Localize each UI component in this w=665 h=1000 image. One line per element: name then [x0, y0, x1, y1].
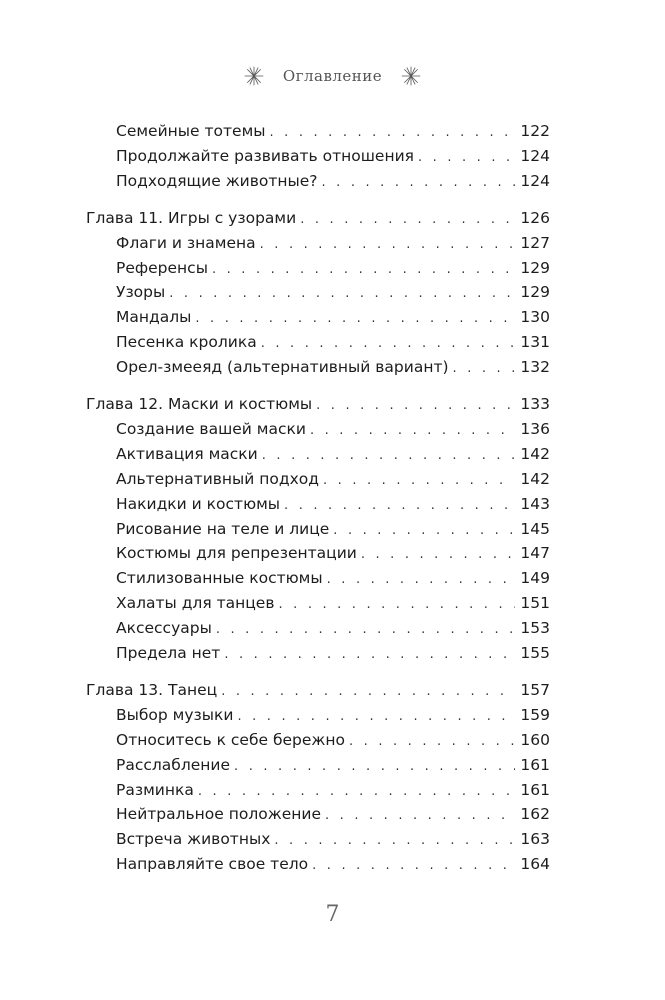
dot-leader [361, 542, 515, 567]
dot-leader [316, 393, 515, 418]
entry-page-number: 132 [520, 358, 550, 377]
entry-page-number: 161 [520, 755, 550, 774]
entry-title: Узоры [116, 283, 166, 302]
entry-page-number: 126 [520, 208, 550, 227]
dot-leader [274, 828, 515, 853]
dot-leader [349, 729, 515, 754]
entry-title: Семейные тотемы [116, 122, 266, 140]
entry-page-number: 157 [520, 680, 550, 699]
dot-leader [260, 232, 515, 257]
toc-header [0, 66, 665, 86]
dot-leader [323, 468, 515, 493]
entry-page-number: 159 [520, 705, 550, 724]
dot-leader [169, 281, 515, 306]
dot-leader [310, 418, 515, 443]
entry-page-number: 122 [520, 122, 550, 140]
dot-leader [234, 754, 515, 779]
right-sparkle-icon [401, 66, 421, 86]
toc-entry-row[interactable] [116, 641, 550, 666]
entry-title: Рисование на теле и лице [116, 519, 330, 538]
entry-page-number: 151 [520, 594, 550, 613]
toc-chapter-row[interactable] [86, 678, 550, 703]
entry-title: Флаги и знамена [116, 233, 256, 252]
toc-entry-row[interactable] [116, 169, 550, 194]
chapter-title: Глава 11. Игры с узорами [86, 208, 297, 227]
entry-page-number: 163 [520, 830, 550, 849]
entry-page-number: 142 [520, 469, 550, 488]
dot-leader [224, 642, 515, 667]
entry-page-number: 147 [520, 544, 550, 563]
toc-entry-row[interactable] [116, 119, 550, 144]
toc-entry-row[interactable] [116, 305, 550, 330]
entry-title: Нейтральное положение [116, 805, 322, 824]
entry-title: Аксессуары [116, 619, 212, 638]
entry-title: Направляйте свое тело [116, 855, 309, 874]
entry-page-number: 129 [520, 258, 550, 277]
toc-entry-row[interactable] [116, 355, 550, 380]
entry-page-number: 160 [520, 730, 550, 749]
entry-title: Предела нет [116, 644, 221, 662]
dot-leader [270, 120, 515, 145]
toc-entry-row[interactable] [116, 753, 550, 778]
entry-title: Создание вашей маски [116, 419, 306, 438]
entry-page-number: 164 [520, 855, 550, 874]
toc-entry-row[interactable] [116, 280, 550, 305]
entry-page-number: 143 [520, 494, 550, 513]
entry-page-number: 142 [520, 444, 550, 463]
toc-entry-row[interactable] [116, 802, 550, 827]
dot-leader [198, 779, 515, 804]
toc-entry-row[interactable] [116, 591, 550, 616]
entry-page-number: 149 [520, 569, 550, 588]
dot-leader [453, 356, 515, 381]
dot-leader [212, 257, 515, 282]
entry-title: Подходящие животные? [116, 171, 318, 190]
toc-entry-row[interactable] [116, 703, 550, 728]
toc-entry-row[interactable] [116, 778, 550, 803]
entry-title: Халаты для танцев [116, 594, 275, 613]
dot-leader [322, 170, 515, 195]
dot-leader [237, 704, 515, 729]
entry-title: Мандалы [116, 308, 192, 327]
toc-entry-row[interactable] [116, 144, 550, 169]
dot-leader [327, 567, 515, 592]
entry-title: Песенка кролика [116, 333, 257, 352]
entry-page-number: 130 [520, 308, 550, 327]
toc-title: Оглавление [282, 67, 383, 85]
dot-leader [325, 803, 515, 828]
toc-entry-row[interactable] [116, 442, 550, 467]
toc-entry-row[interactable] [116, 231, 550, 256]
entry-page-number: 124 [520, 171, 550, 190]
page-number: 7 [325, 902, 340, 927]
toc-entry-row[interactable] [116, 728, 550, 753]
dot-leader [216, 617, 515, 642]
dot-leader [418, 145, 515, 170]
entry-title: Накидки и костюмы [116, 494, 281, 513]
entry-page-number: 133 [520, 395, 550, 413]
entry-title: Костюмы для репрезентации [116, 544, 357, 563]
entry-page-number: 145 [520, 519, 550, 538]
chapter-title: Глава 12. Маски и костюмы [86, 395, 313, 413]
dot-leader [312, 853, 515, 878]
entry-page-number: 136 [520, 419, 550, 438]
toc-entry-row[interactable] [116, 417, 550, 442]
dot-leader [262, 443, 515, 468]
toc-entry-row[interactable] [116, 330, 550, 355]
entry-page-number: 155 [520, 644, 550, 662]
toc-entry-row[interactable] [116, 541, 550, 566]
entry-page-number: 162 [520, 805, 550, 824]
left-sparkle-icon [244, 66, 264, 86]
entry-page-number: 153 [520, 619, 550, 638]
entry-page-number: 161 [520, 780, 550, 799]
entry-title: Орел-змееяд (альтернативный вариант) [116, 358, 449, 377]
chapter-title: Глава 13. Танец [86, 680, 218, 699]
entry-title: Встреча животных [116, 830, 271, 849]
entry-title: Разминка [116, 780, 194, 799]
toc-chapter-row[interactable] [86, 392, 550, 417]
dot-leader [333, 518, 515, 543]
toc-entry-row[interactable] [116, 616, 550, 641]
dot-leader [261, 331, 515, 356]
toc-entry-row[interactable] [116, 467, 550, 492]
toc-entry-row[interactable] [116, 566, 550, 591]
entry-title: Альтернативный подход [116, 469, 319, 488]
dot-leader [278, 592, 515, 617]
toc-entry-row[interactable] [116, 517, 550, 542]
entry-page-number: 127 [520, 233, 550, 252]
toc-entry-row[interactable] [116, 256, 550, 281]
dot-leader [300, 207, 515, 232]
entry-title: Стилизованные костюмы [116, 569, 323, 588]
toc-entry-row[interactable] [116, 492, 550, 517]
entry-title: Референсы [116, 258, 208, 277]
entry-title: Относитесь к себе бережно [116, 730, 346, 749]
entry-title: Расслабление [116, 755, 231, 774]
entry-page-number: 124 [520, 146, 550, 165]
entry-page-number: 131 [520, 333, 550, 352]
dot-leader [195, 306, 515, 331]
entry-title: Выбор музыки [116, 705, 234, 724]
toc-chapter-row[interactable] [86, 206, 550, 231]
dot-leader [221, 679, 515, 704]
entry-title: Активация маски [116, 444, 258, 463]
entry-page-number: 129 [520, 283, 550, 302]
dot-leader [284, 493, 515, 518]
toc-entry-row[interactable] [116, 827, 550, 852]
toc-entry-row[interactable] [116, 852, 550, 877]
entry-title: Продолжайте развивать отношения [116, 146, 415, 165]
